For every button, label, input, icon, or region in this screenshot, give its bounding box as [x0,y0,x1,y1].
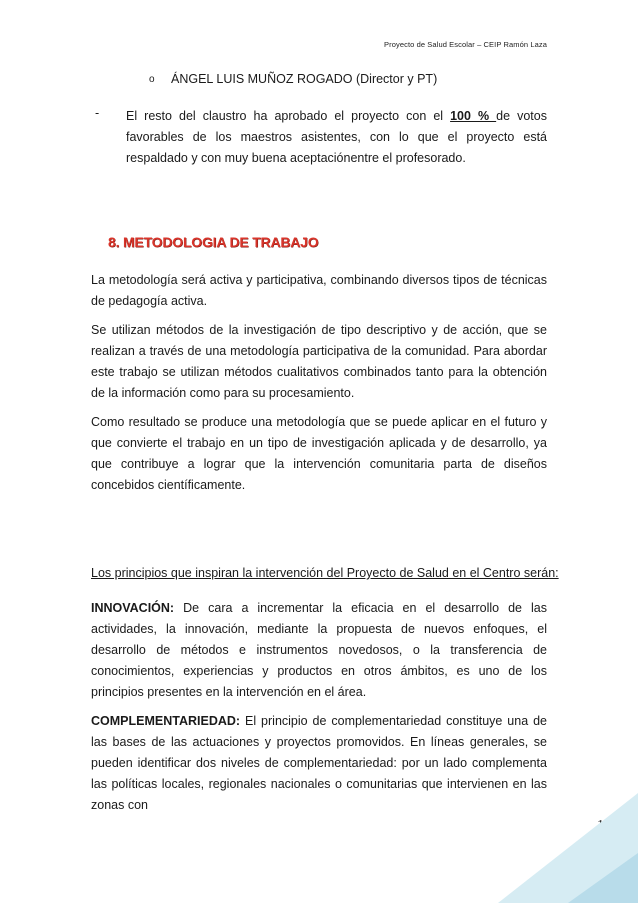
list-item-text: ÁNGEL LUIS MUÑOZ ROGADO (Director y PT) [171,72,438,86]
page-header: Proyecto de Salud Escolar – CEIP Ramón Laza [384,40,547,49]
principles-title: Los principios que inspiran la intervención del Proyecto de Salud en el Centro serán: [91,566,559,580]
paragraph-metodologia: La metodología será activa y participativa, combinando diversos tipos de técnicas de pedagogía activa. [91,273,547,308]
paragraph-metodos: Se utilizan métodos de la investigación de tipo descriptivo y de acción, que se realizan a través de una metodología participativa de la comunidad. Para abordar este trabajo se utilizan métodos cualitativos combinados tanto para la obtención de la información como para su procesamiento. [91,323,547,400]
corner-decoration [448,713,638,903]
complementariedad-label: COMPLEMENTARIEDAD: [91,714,241,728]
paragraph-innovacion [91,598,547,703]
circle-bullet-icon: o [149,74,155,85]
complementariedad-text: El principio de complementariedad constituye una de las bases de las actuaciones y proyectos promovidos. En líneas generales, se pueden identificar dos niveles de complementariedad: por un lado complementa las políticas locales, regionales nacionales o comunitarias que intervienen en las zonas con [91,714,547,812]
dash-text-before: El resto del claustro ha aprobado el proyecto con el [126,109,451,123]
dash-text-after: de votos favorables de los maestros asistentes, con lo que el proyecto está respaldado y con muy buena aceptaciónentre el profesorado. [126,109,547,165]
dash-bullet-icon: - [95,106,100,120]
vote-percentage: 100 % [450,109,497,123]
innovacion-text: De cara a incrementar la eficacia en el desarrollo de las actividades, la innovación, mediante la propuesta de nuevos enfoques, el desarrollo de métodos e instrumentos novedosos, o la transferencia de conocimientos, experiencias y productos en otros ámbitos, es uno de los principios presentes en la intervención en el área. [91,601,547,699]
section-title: 8. METODOLOGIA DE TRABAJO [108,234,319,250]
innovacion-label: INNOVACIÓN: [91,601,175,615]
dash-item-text [126,106,547,169]
paragraph-resultado: Como resultado se produce una metodología que se puede aplicar en el futuro y que convierte el trabajo en un tipo de investigación aplicada y de desarrollo, ya que contribuye a lograr que la intervención comunitaria parta de diseños concebidos científicamente. [91,415,547,492]
